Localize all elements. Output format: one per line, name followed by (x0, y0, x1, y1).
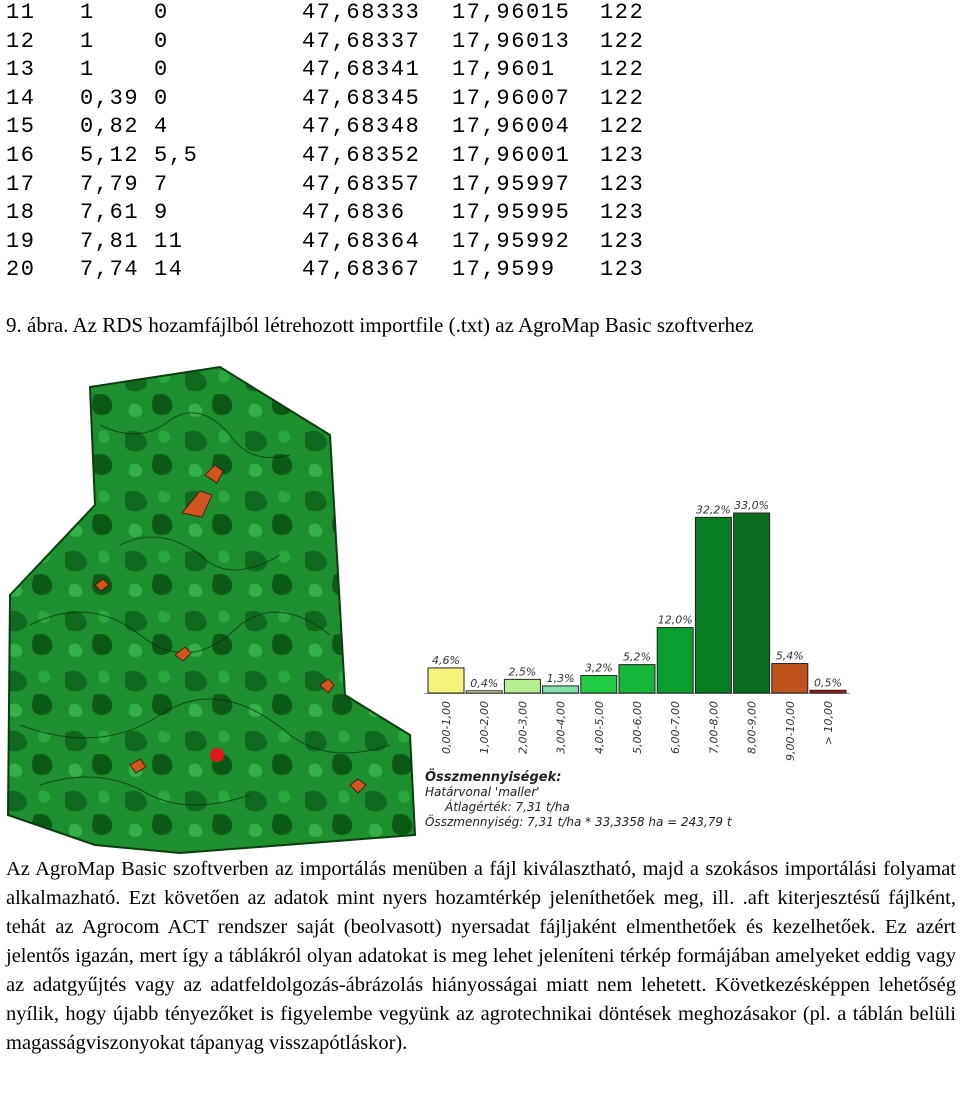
table-cell: 17,96013 (452, 28, 571, 54)
category-tick-label: 9,00-10,00 (783, 701, 797, 761)
chart-bar (581, 676, 617, 693)
table-cell: 17,96007 (452, 85, 571, 111)
figure-caption: 9. ábra. Az RDS hozamfájlból létrehozott importfile (.txt) az AgroMap Basic szoftverhez (6, 313, 754, 337)
summary-box (425, 770, 732, 830)
category-tick-label: 7,00-8,00 (707, 701, 721, 754)
table-cell: 1 (80, 57, 95, 83)
category-tick-label: 6,00-7,00 (669, 701, 683, 754)
table-cell: 17,95997 (452, 171, 571, 197)
bar-value-label: 2,5% (508, 665, 537, 679)
chart-bar (619, 665, 655, 693)
chart-bar (772, 664, 808, 693)
summary-title: Összmennyiségek: (425, 770, 562, 785)
table-cell: 7,79 (80, 171, 140, 197)
table-cell: 47,68333 (302, 0, 421, 25)
table-cell: 13 (6, 57, 36, 83)
table-cell: 14 (154, 257, 184, 283)
table-cell: 122 (600, 0, 645, 25)
table-cell: 1 (80, 0, 95, 25)
bar-value-label: 5,2% (623, 650, 651, 664)
summary-boundary: Határvonal 'maller' (425, 785, 540, 799)
table-cell: 7,61 (80, 200, 140, 226)
category-tick-label: 4,00-5,00 (592, 701, 606, 754)
figure-area (0, 365, 960, 855)
bar-value-label: 5,4% (775, 649, 804, 663)
table-cell: 7,74 (80, 257, 140, 283)
body-paragraph: Az AgroMap Basic szoftverben az importálás menüben a fájl kiválasztható, majd a szokásos importálási folyamat alkalmazható. Ezt követően az adatok mint nyers hozamtérkép jeleníthetőek meg, ill. .aft kiterjesztésű fájlként, tehát az Agrocom ACT rendszer saját (beolvasott) nyersadat fájljaként elmenthetőek és kezelhetőek. Ez azért jelentős igazán, mert így a táblákról olyan adatokat is meg lehet jeleníteni térkép formájában amelyeket eddig vagy az adatgyűjtés vagy az adatfeldolgozás-ábrázolás hiányosságai miatt nem lehetett. Következésképpen lehetőség nyílik, hogy újabb tényezőket is figyelembe vegyünk az agrotechnikai döntések meghozásakor (pl. a táblán belüli magasságviszonyokat tápanyag visszapótláskor). (6, 858, 956, 1054)
table-cell: 16 (6, 142, 36, 168)
table-cell: 47,68341 (302, 57, 421, 83)
table-cell: 7 (154, 171, 169, 197)
category-tick-label: 0,00-1,00 (440, 701, 453, 754)
bar-value-label: 0,5% (814, 676, 842, 690)
table-cell: 0,39 (80, 85, 140, 111)
table-cell: 47,68352 (302, 142, 421, 168)
table-cell: 0 (154, 85, 169, 111)
table-cell: 122 (600, 114, 645, 140)
chart-bar (466, 691, 502, 693)
chart-bar (810, 690, 846, 693)
table-cell: 122 (600, 85, 645, 111)
table-cell: 11 (6, 0, 36, 25)
table-cell: 17,9601 (452, 57, 556, 83)
category-tick-label: 1,00-2,00 (478, 701, 492, 754)
table-cell: 19 (6, 228, 36, 254)
table-cell: 122 (600, 28, 645, 54)
table-cell: 0 (154, 57, 169, 83)
bar-value-label: 33,0% (734, 499, 770, 512)
chart-bar (734, 513, 770, 693)
category-tick-label: 8,00-9,00 (745, 701, 759, 754)
table-cell: 17,96015 (452, 0, 571, 25)
table-cell: 123 (600, 228, 645, 254)
summary-average: Átlagérték: 7,31 t/ha (445, 800, 570, 814)
summary-total: Összmennyiség: 7,31 t/ha * 33,3358 ha = 243,79 t (425, 815, 732, 829)
category-tick-label: 2,00-3,00 (516, 701, 530, 754)
table-cell: 47,68357 (302, 171, 421, 197)
table-cell: 14 (6, 85, 36, 111)
table-cell: 17,95992 (452, 228, 571, 254)
table-cell: 9 (154, 200, 169, 226)
table-cell: 17,95995 (452, 200, 571, 226)
bar-value-label: 4,6% (432, 653, 460, 667)
category-tick-label: > 10,00 (822, 701, 835, 746)
table-cell: 18 (6, 200, 36, 226)
table-cell: 123 (600, 142, 645, 168)
chart-bar (657, 628, 693, 693)
table-cell: 7,81 (80, 228, 140, 254)
table-cell: 5,5 (154, 142, 199, 168)
bar-value-label: 12,0% (657, 613, 693, 627)
table-cell: 17 (6, 171, 36, 197)
table-cell: 20 (6, 257, 36, 283)
table-cell: 4 (154, 114, 169, 140)
table-cell: 47,68367 (302, 257, 421, 283)
table-cell: 17,96001 (452, 142, 571, 168)
table-cell: 47,68337 (302, 28, 421, 54)
category-tick-label: 5,00-6,00 (631, 701, 644, 754)
chart-bar (695, 517, 731, 693)
table-cell: 47,68348 (302, 114, 421, 140)
table-cell: 123 (600, 171, 645, 197)
bar-value-label: 3,2% (584, 661, 613, 675)
bar-value-label: 1,3% (546, 671, 575, 685)
table-cell: 123 (600, 200, 645, 226)
table-cell: 11 (154, 228, 184, 254)
category-tick-label: 3,00-4,00 (554, 701, 568, 754)
bar-value-label: 0,4% (470, 676, 499, 690)
table-cell: 15 (6, 114, 36, 140)
table-cell: 47,68364 (302, 228, 421, 254)
table-cell: 47,6836 (302, 200, 406, 226)
table-cell: 122 (600, 57, 645, 83)
table-cell: 0 (154, 28, 169, 54)
table-cell: 0,82 (80, 114, 140, 140)
table-cell: 123 (600, 257, 645, 283)
table-cell: 17,9599 (452, 257, 556, 283)
table-cell: 0 (154, 0, 169, 25)
bar-value-label: 32,2% (695, 503, 731, 517)
table-cell: 12 (6, 28, 36, 54)
table-cell: 17,96004 (452, 114, 571, 140)
chart-bar (428, 668, 464, 693)
table-cell: 5,12 (80, 142, 140, 168)
yield-map-image (0, 365, 420, 855)
chart-bar (543, 686, 579, 693)
chart-bar (504, 679, 540, 693)
table-cell: 1 (80, 28, 95, 54)
table-cell: 47,68345 (302, 85, 421, 111)
